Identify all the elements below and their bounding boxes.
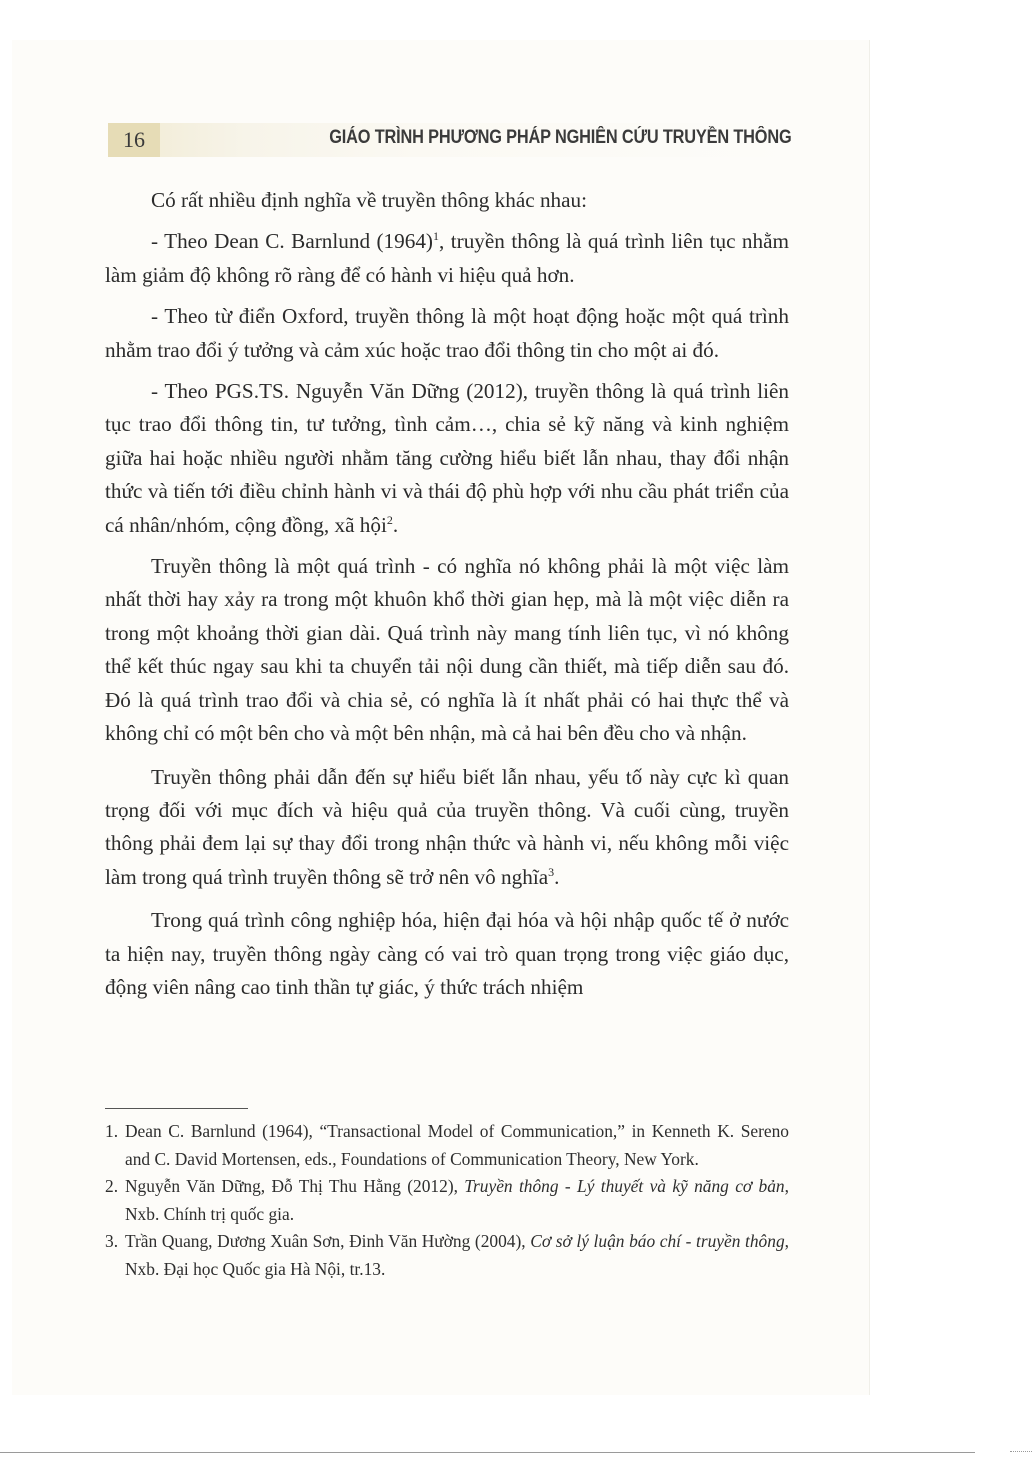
footnote-ref-3[interactable]: 3 [548, 864, 555, 879]
footnote-number: 1. [105, 1121, 119, 1141]
footnote-3 [105, 1228, 789, 1283]
page-number: 16 [108, 123, 160, 157]
footnote-title: Truyền thông - Lý thuyết và kỹ năng cơ bản [464, 1176, 785, 1197]
paragraph-7: Trong quá trình công nghiệp hóa, hiện đại hóa và hội nhập quốc tế ở nước ta hiện nay, truyền thông ngày càng có vai trò quan trọng trong việc giáo dục, động viên nâng cao tinh thần tự giác, ý thức trách nhiệm [105, 908, 789, 999]
footnote-text: Trần Quang, Dương Xuân Sơn, Đinh Văn Hường (2004), [125, 1231, 531, 1252]
footnote-ref-1[interactable]: 1 [433, 229, 439, 244]
footnote-separator [105, 1108, 248, 1109]
scan-edge-dots [1010, 1451, 1032, 1454]
paragraph-5: Truyền thông là một quá trình - có nghĩa nó không phải là một việc làm nhất thời hay xảy ra trong một khuôn khổ thời gian hẹp, mà là một việc diễn ra trong một khoảng thời gian dài. Quá trình này mang tính liên tục, vì nó không thể kết thúc ngay sau khi ta chuyển tải nội dung cần thiết, mà tiếp diễn sau đó. Đó là quá trình trao đổi và chia sẻ, có nghĩa là ít nhất phải có hai thực thể và không chỉ có một bên cho và một bên nhận, mà cả hai bên đều cho và nhận. [105, 554, 789, 746]
paragraph-2 [105, 225, 789, 292]
footnote-title: Cơ sở lý luận báo chí - truyền thông [530, 1231, 785, 1252]
paragraph-6 [105, 761, 789, 895]
footnote-ref-2[interactable]: 2 [386, 512, 393, 527]
paragraph-3: - Theo từ điển Oxford, truyền thông là một hoạt động hoặc một quá trình nhằm trao đổi ý tưởng và cảm xúc hoặc trao đổi thông tin cho một ai đó. [105, 304, 789, 362]
paragraph-2-lead: - Theo Dean C. Barnlund (1964) [151, 229, 433, 254]
scan-edge-line [0, 1452, 975, 1453]
footnote-1 [105, 1118, 789, 1173]
paragraph-1: Có rất nhiều định nghĩa về truyền thông khác nhau: [151, 188, 588, 212]
paragraph-2-rest: , truyền thông là quá trình liên tục nhằm làm giảm độ không rõ ràng để có hành vi hiệu quả hơn. [105, 229, 790, 287]
footnotes [105, 1118, 789, 1284]
footnote-number: 3. [105, 1231, 119, 1252]
paragraph-4-lead: - Theo PGS.TS. Nguyễn Văn Dững (2012), truyền thông là quá trình liên tục trao đổi thông tin, tư tưởng, tình cảm…, chia sẻ kỹ năng và kinh nghiệm giữa hai hoặc nhiều người nhằm tăng cường hiểu biết lẫn nhau, thay đổi nhận thức và tiến tới điều chỉnh hành vi và thái độ phù hợp với nhu cầu phát triển của cá nhân/nhóm, cộng đồng, xã hội [105, 379, 789, 537]
footnote-2 [105, 1173, 789, 1228]
paragraph-6-rest: . [554, 864, 560, 889]
footnote-text-end: , Nxb. Đại học Quốc gia Hà Nội, tr.13. [125, 1231, 790, 1279]
paragraph-6-lead: Truyền thông phải dẫn đến sự hiểu biết lẫn nhau, yếu tố này cực kì quan trọng đối với mục đích và hiệu quả của truyền thông. Và cuối cùng, truyền thông phải đem lại sự thay đổi trong nhận thức và hành vi, nếu không mỗi việc làm trong quá trình truyền thông sẽ trở nên vô nghĩa [105, 764, 789, 889]
footnote-text-end: , Nxb. Chính trị quốc gia. [125, 1176, 789, 1224]
footnote-text: Dean C. Barnlund (1964), “Transactional Model of Communication,” in Kenneth K. Sereno and C. David Mortensen, eds., Foundations of Communication Theory, New York. [125, 1121, 789, 1169]
footnote-number: 2. [105, 1176, 119, 1197]
running-title: GIÁO TRÌNH PHƯƠNG PHÁP NGHIÊN CỨU TRUYỀN THÔNG [328, 127, 791, 148]
body-text [105, 184, 789, 1004]
paragraph-4-rest: . [392, 512, 399, 537]
footnote-text: Nguyễn Văn Dững, Đỗ Thị Thu Hằng (2012), [125, 1176, 465, 1197]
page-edge-shadow [869, 40, 870, 1395]
paragraph-4 [105, 375, 789, 542]
